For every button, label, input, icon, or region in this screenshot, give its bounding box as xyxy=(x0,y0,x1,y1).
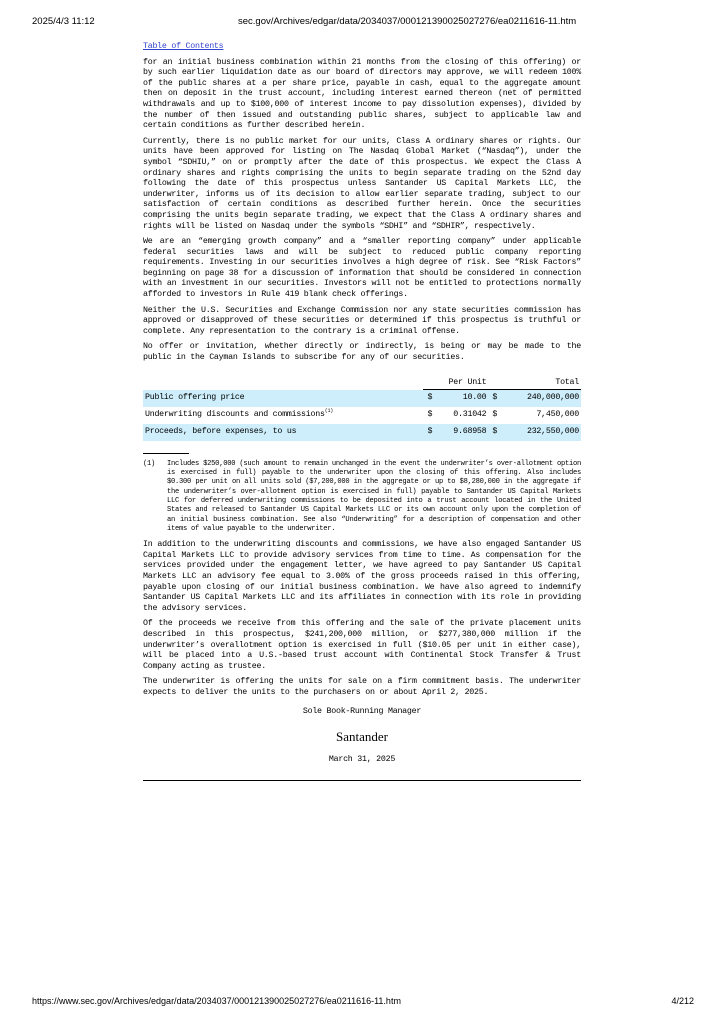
print-footer-url: https://www.sec.gov/Archives/edgar/data/2034037/000121390025027276/ea0211616-11.htm xyxy=(32,996,401,1006)
paragraph-emerging-growth: We are an “emerging growth company” and a “smaller reporting company” under applicable federal securities laws and will be subject to reduced public company reporting requirements. Investing in our securities involves a high degree of risk. See “Risk Factors” beginning on page 38 for a discussion of information that should be considered in connection with an investment in our securities. Investors will not be entitled to protections normally afforded to investors in Rule 419 blank check offerings. xyxy=(143,237,581,300)
per-unit-value: 0.31042 xyxy=(453,410,487,420)
table-of-contents-link[interactable]: Table of Contents xyxy=(143,42,224,51)
paragraph-sec-disclaimer: Neither the U.S. Securities and Exchange Commission nor any state securities commission has approved or disapproved of these securities or determined if this prospectus is truthful or complete. Any representation to the contrary is a criminal offense. xyxy=(143,305,581,336)
paragraph-liquidation: for an initial business combination within 21 months from the closing of this offering) or by such earlier liquidation date as our board of directors may approve, we will redeem 100% of the public shares at a per share price, payable in cash, equal to the aggregate amount then on deposit in the trust account, including interest earned thereon (net of permitted withdrawals and up to $100,000 of interest income to pay dissolution expenses), divided by the number of then issued and outstanding public shares, subject to applicable law and certain conditions as further described herein. xyxy=(143,57,581,131)
currency-symbol: $ xyxy=(427,410,433,420)
footnote-text: Includes $250,000 (such amount to remain unchanged in the event the underwriter’s over-allotment option is exercised in full) payable to the underwriter upon the closing of this offering. Also includes $0.300 per unit on all units sold ($7,200,000 in the aggregate or up to $8,280,000 in the aggregate if the underwriter’s over-allotment option is exercised in full) payable to Santander US Capital Markets LLC for deferred underwriting commissions to be deposited into a trust account located in the United States and released to Santander US Capital Markets LLC or its own account only upon the completion of an initial business combination. See also “Underwriting” for a description of compensation and other items of value payable to the underwriter. xyxy=(167,459,581,533)
footnote-marker: (1) xyxy=(143,459,156,468)
manager-name: Santander xyxy=(336,729,388,745)
total-value: 232,550,000 xyxy=(499,424,581,441)
table-row xyxy=(143,424,581,441)
paragraph-advisory: In addition to the underwriting discounts and commissions, we have also engaged Santander US Capital Markets LLC to provide advisory services from time to time. As compensation for the services provided under the engagement letter, we have agreed to pay Santander US Capital Markets LLC an advisory fee equal to 3.00% of the gross proceeds raised in this offering, payable upon closing of our initial business combination. We have also agreed to indemnify Santander US Capital Markets LLC and its affiliates in connection with its role in providing the advisory services. xyxy=(143,540,581,613)
print-footer xyxy=(32,996,694,1010)
paragraph-cayman: No offer or invitation, whether directly or indirectly, is being or may be made to the public in the Cayman Islands to subscribe for any of our securities. xyxy=(143,342,581,363)
per-unit-header: Per Unit xyxy=(423,376,488,390)
total-header: Total xyxy=(488,376,581,390)
table-row xyxy=(143,390,581,407)
row-label: Proceeds, before expenses, to us xyxy=(143,424,423,441)
row-label: Underwriting discounts and commissions$^{(1)}$ xyxy=(145,408,333,420)
paragraph-market: Currently, there is no public market for our units, Class A ordinary shares or rights. Our units have been approved for listing on The Nasdaq Global Market (“Nasdaq”), under the symbol “SDHIU,” on or promptly after the date of this prospectus. We expect the Class A ordinary shares and rights comprising the units to begin separate trading on the 52nd day following the date of this prospectus unless Santander US Capital Markets LLC, the underwriter, informs us of its decision to allow earlier separate trading, subject to our satisfaction of certain conditions as described further herein. Once the securities comprising the units begin separate trading, we expect that the Class A ordinary shares and rights will be listed on Nasdaq under the symbols “SDHI” and “SDHIR”, respectively. xyxy=(143,136,581,231)
manager-role: Sole Book-Running Manager xyxy=(302,706,422,716)
footnote xyxy=(143,460,581,534)
footnote-divider xyxy=(143,453,189,454)
pricing-table xyxy=(143,376,581,441)
footnote-ref: (1) xyxy=(324,408,333,415)
print-header-url: sec.gov/Archives/edgar/data/2034037/000121390025027276/ea0211616-11.htm xyxy=(238,16,577,27)
table-row xyxy=(143,407,581,424)
total-value: 7,450,000 xyxy=(536,410,579,420)
pricing-table-header xyxy=(143,376,581,390)
document-body xyxy=(143,42,581,781)
document-date: March 31, 2025 xyxy=(328,755,396,765)
total-value: 240,000,000 xyxy=(499,390,581,407)
paragraph-trust-account: Of the proceeds we receive from this offering and the sale of the private placement units described in this prospectus, $241,200,000 million, or $277,380,000 million if the underwriter’s overallotment option is exercised in full ($10.05 per unit in either case), will be placed into a U.S.-based trust account with Continental Stock Transfer & Trust Company acting as trustee. xyxy=(143,619,581,671)
currency-symbol: $ xyxy=(423,424,434,441)
per-unit-value: 9.68958 xyxy=(434,424,488,441)
print-header xyxy=(32,16,702,30)
currency-symbol: $ xyxy=(492,410,498,420)
row-label: Public offering price xyxy=(143,390,423,407)
paragraph-delivery: The underwriter is offering the units for sale on a firm commitment basis. The underwriter expects to deliver the units to the purchasers on or about April 2, 2025. xyxy=(143,677,581,697)
currency-symbol: $ xyxy=(423,390,434,407)
currency-symbol: $ xyxy=(488,424,499,441)
per-unit-value: 10.00 xyxy=(434,390,488,407)
print-datetime: 2025/4/3 11:12 xyxy=(32,16,95,27)
end-divider xyxy=(143,780,581,781)
page-number: 4/212 xyxy=(671,996,694,1006)
currency-symbol: $ xyxy=(488,390,499,407)
